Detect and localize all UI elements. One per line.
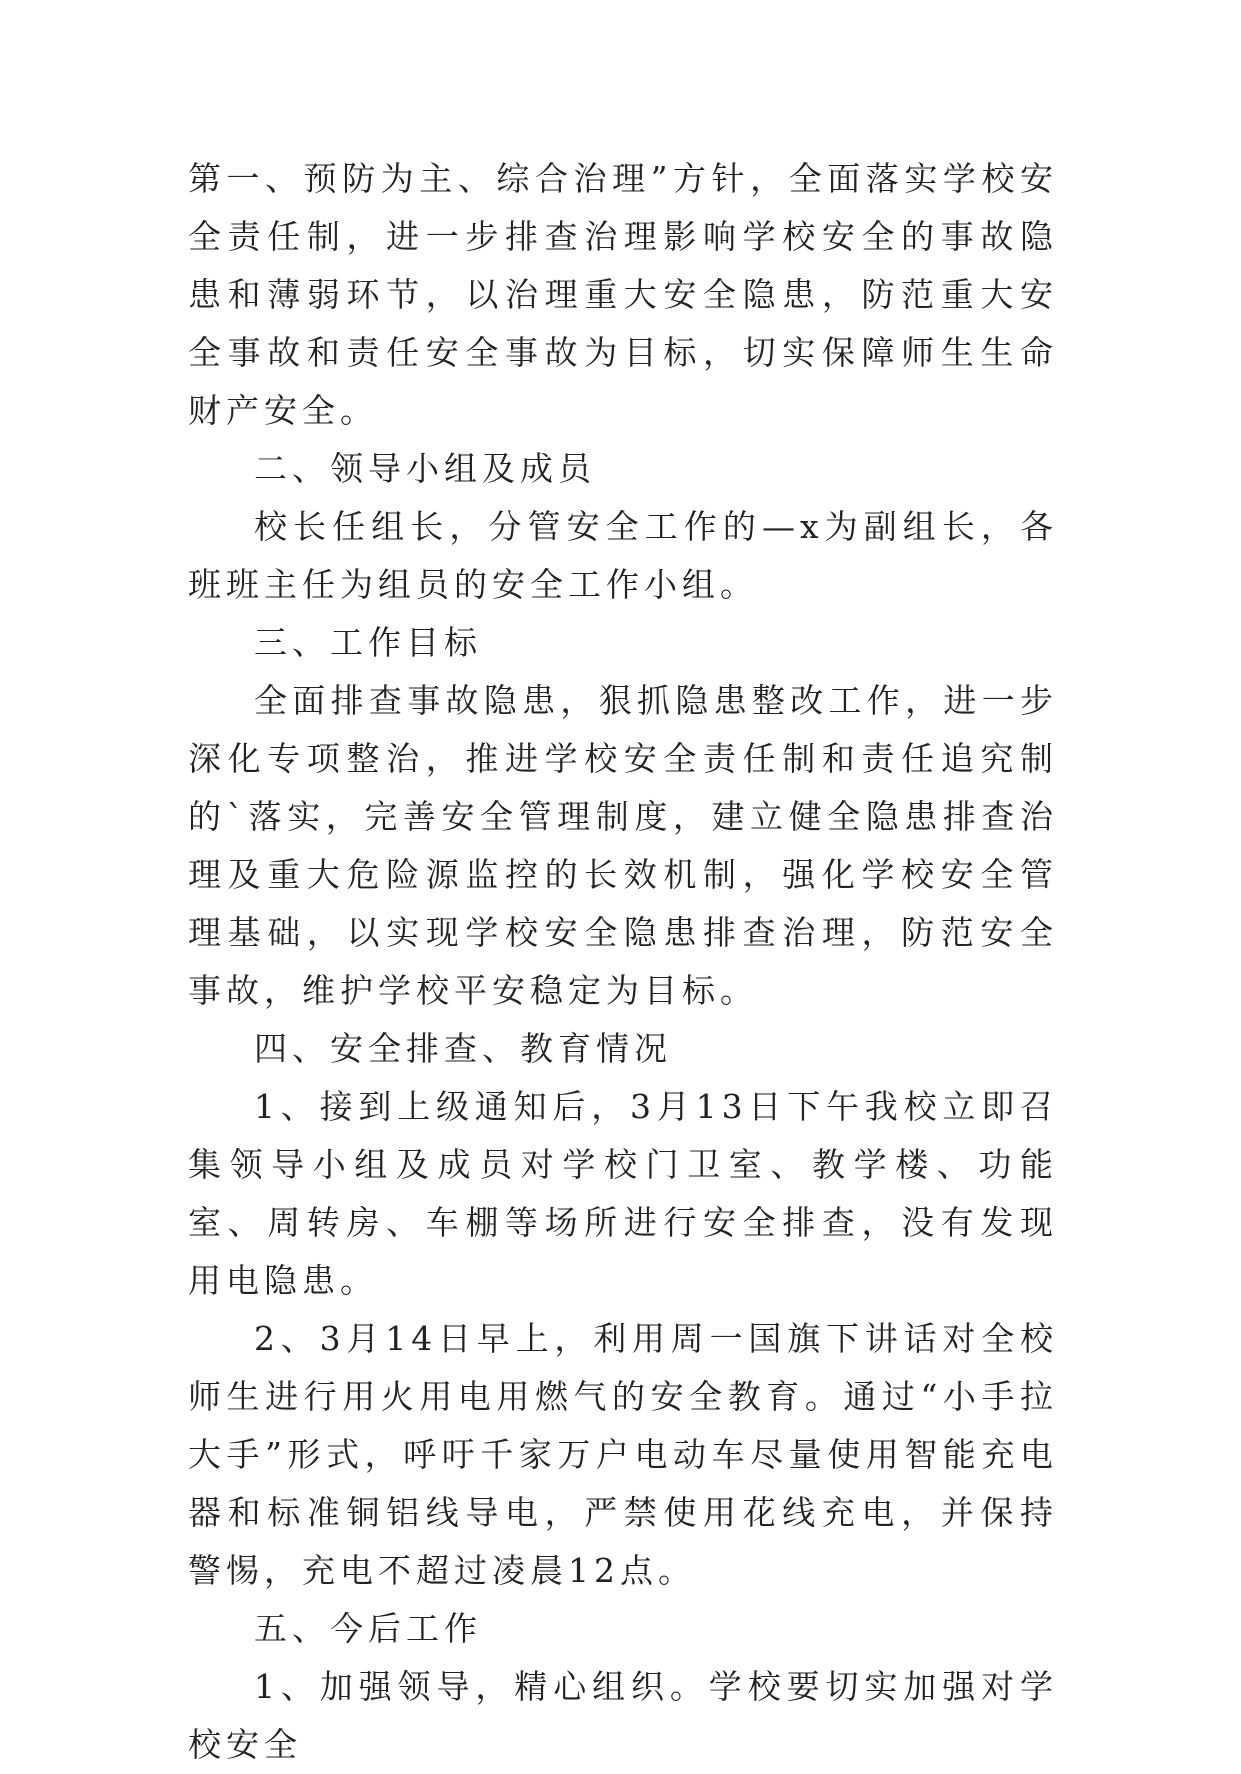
paragraph-goals: 全面排查事故隐患，狠抓隐患整改工作，进一步深化专项整治，推进学校安全责任制和责任追究制的`落实，完善安全管理制度，建立健全隐患排查治理及重大危险源监控的长效机制，强化学校安全管理基础，以实现学校安全隐患排查治理，防范安全事故，维护学校平安稳定为目标。 xyxy=(188,681,1058,1010)
section-heading-leadership: 二、领导小组及成员 xyxy=(254,449,596,488)
paragraph-inspection-1: 1、接到上级通知后，3月13日下午我校立即召集领导小组及成员对学校门卫室、教学楼、功能室、周转房、车棚等场所进行安全排查，没有发现用电隐患。 xyxy=(188,1087,1058,1300)
section-heading-future-work: 五、今后工作 xyxy=(254,1609,482,1648)
document-body xyxy=(188,150,1058,1774)
paragraph-inspection-2: 2、3月14日早上，利用周一国旗下讲话对全校师生进行用火用电用燃气的安全教育。通过“小手拉大手”形式，呼吁千家万户电动车尽量使用智能充电器和标准铜铝线导电，严禁使用花线充电，并保持警惕，充电不超过凌晨12点。 xyxy=(188,1319,1058,1590)
paragraph-leadership: 校长任组长，分管安全工作的—x为副组长，各班班主任为组员的安全工作小组。 xyxy=(188,507,1058,604)
section-heading-inspection: 四、安全排查、教育情况 xyxy=(254,1029,672,1068)
section-heading-goals: 三、工作目标 xyxy=(254,623,482,662)
paragraph-principle: 第一、预防为主、综合治理”方针，全面落实学校安全责任制，进一步排查治理影响学校安全的事故隐患和薄弱环节，以治理重大安全隐患，防范重大安全事故和责任安全事故为目标，切实保障师生生命财产安全。 xyxy=(188,159,1058,430)
paragraph-future-work-1: 1、加强领导，精心组织。学校要切实加强对学校安全 xyxy=(188,1667,1058,1764)
